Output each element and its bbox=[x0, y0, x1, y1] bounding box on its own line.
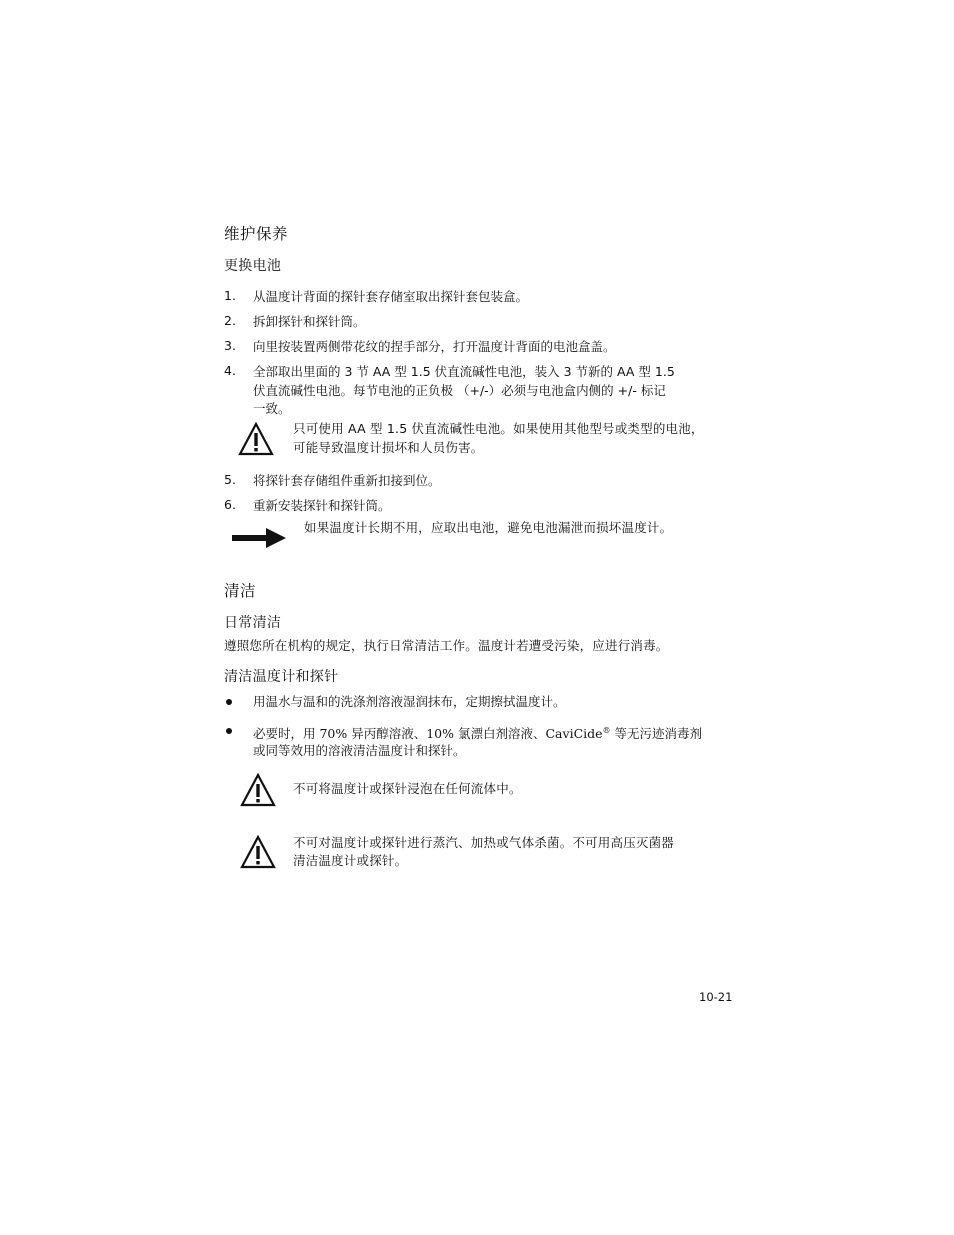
bullet-text-b: 等无污迹消毒剂 bbox=[610, 726, 703, 742]
warning-triangle-icon bbox=[238, 422, 274, 456]
page-number: 10-21 bbox=[699, 990, 733, 1004]
step-number: 4. bbox=[224, 363, 236, 378]
step-text: 拆卸探针和探针筒。 bbox=[253, 314, 366, 329]
subsection-title-battery: 更换电池 bbox=[224, 258, 282, 274]
warning-text-line2: 清洁温度计或探针。 bbox=[293, 853, 408, 868]
note-text: 如果温度计长期不用，应取出电池，避免电池漏泄而损坏温度计。 bbox=[304, 520, 673, 535]
step-text: 将探针套存储组件重新扣接到位。 bbox=[253, 473, 441, 488]
warning-triangle-icon bbox=[240, 835, 276, 869]
step-text-line2: 伏直流碱性电池。每节电池的正负极 （+/-）必须与电池盒内侧的 +/- 标记 bbox=[253, 383, 666, 398]
warning-text-line1: 不可对温度计或探针进行蒸汽、加热或气体杀菌。不可用高压灭菌器 bbox=[293, 835, 675, 850]
step-text: 重新安装探针和探针筒。 bbox=[253, 498, 391, 513]
step-text: 从温度计背面的探针套存储室取出探针套包装盒。 bbox=[253, 289, 529, 304]
bullet-icon bbox=[226, 699, 232, 705]
warning-text-line1: 只可使用 AA 型 1.5 伏直流碱性电池。如果使用其他型号或类型的电池， bbox=[293, 421, 704, 436]
step-text-line3: 一致。 bbox=[253, 401, 291, 416]
step-number: 5. bbox=[224, 472, 236, 487]
step-number: 3. bbox=[224, 338, 236, 353]
step-number: 2. bbox=[224, 313, 236, 328]
step-text: 向里按装置两侧带花纹的捏手部分，打开温度计背面的电池盒盖。 bbox=[253, 339, 616, 354]
bullet-icon bbox=[226, 728, 232, 734]
section-title-maintenance: 维护保养 bbox=[224, 225, 289, 243]
bullet-text: 用温水与温和的洗涤剂溶液湿润抹布，定期擦拭温度计。 bbox=[253, 694, 566, 709]
warning-triangle-icon bbox=[240, 773, 276, 807]
step-number: 6. bbox=[224, 497, 236, 512]
warning-text-line2: 可能导致温度计损坏和人员伤害。 bbox=[293, 440, 484, 455]
step-number: 1. bbox=[224, 288, 236, 303]
arrow-right-icon bbox=[232, 527, 286, 549]
registered-mark: ® bbox=[602, 726, 611, 735]
daily-cleaning-text: 遵照您所在机构的规定，执行日常清洁工作。温度计若遭受污染，应进行消毒。 bbox=[224, 638, 669, 653]
step-text-line1: 全部取出里面的 3 节 AA 型 1.5 伏直流碱性电池，装入 3 节新的 AA 型 1.5 bbox=[253, 364, 675, 379]
bullet-text-line1 bbox=[253, 721, 723, 743]
bullet-text-a: 必要时，用 70% 异丙醇溶液、10% 氯漂白剂溶液、CaviCide bbox=[253, 726, 603, 742]
subsection-title-clean-thermometer: 清洁温度计和探针 bbox=[224, 669, 339, 685]
section-title-cleaning: 清洁 bbox=[224, 582, 257, 600]
bullet-text-line2: 或同等效用的溶液清洁温度计和探针。 bbox=[253, 743, 466, 758]
subsection-title-daily-cleaning: 日常清洁 bbox=[224, 615, 282, 631]
warning-text: 不可将温度计或探针浸泡在任何流体中。 bbox=[293, 781, 522, 796]
